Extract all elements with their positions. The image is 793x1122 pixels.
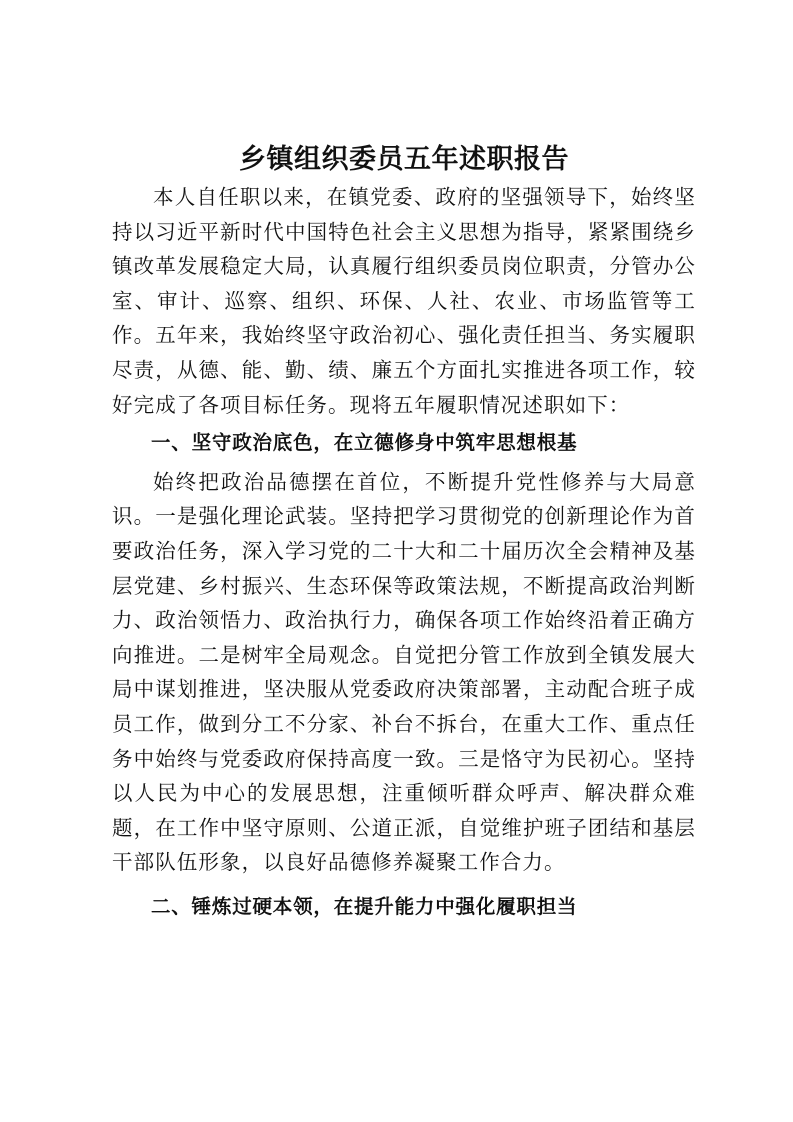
- document-title: 乡镇组织委员五年述职报告: [239, 144, 569, 175]
- section-1-body: 始终把政治品德摆在首位，不断提升党性修养与大局意识。一是强化理论武装。坚持把学习贯彻党的创新理论作为首要政治任务，深入学习党的二十大和二十届历次全会精神及基层党建、乡村振兴、生态环保等政策法规，不断提高政治判断力、政治领悟力、政治执行力，确保各项工作始终沿着正确方向推进。二是树牢全局观念。自觉把分管工作放到全镇发展大局中谋划推进，坚决服从党委政府决策部署，主动配合班子成员工作，做到分工不分家、补台不拆台，在重大工作、重点任务中始终与党委政府保持高度一致。三是恪守为民初心。坚持以人民为中心的发展思想，注重倾听群众呼声、解决群众难题，在工作中坚守原则、公道正派，自觉维护班子团结和基层干部队伍形象，以良好品德修养凝聚工作合力。: [112, 469, 696, 875]
- section-heading-1: 一、坚守政治底色，在立德修身中筑牢思想根基: [151, 431, 578, 455]
- document-content: [112, 140, 696, 924]
- intro-paragraph: 本人自任职以来，在镇党委、政府的坚强领导下，始终坚持以习近平新时代中国特色社会主义思想为指导，紧紧围绕乡镇改革发展稳定大局，认真履行组织委员岗位职责，分管办公室、审计、巡察、组织、环保、人社、农业、市场监管等工作。五年来，我始终坚守政治初心、强化责任担当、务实履职尽责，从德、能、勤、绩、廉五个方面扎实推进各项工作，较好完成了各项目标任务。现将五年履职情况述职如下：: [112, 185, 696, 417]
- section-heading-2: 二、锤炼过硬本领，在提升能力中强化履职担当: [151, 894, 578, 918]
- spacer: [112, 880, 696, 890]
